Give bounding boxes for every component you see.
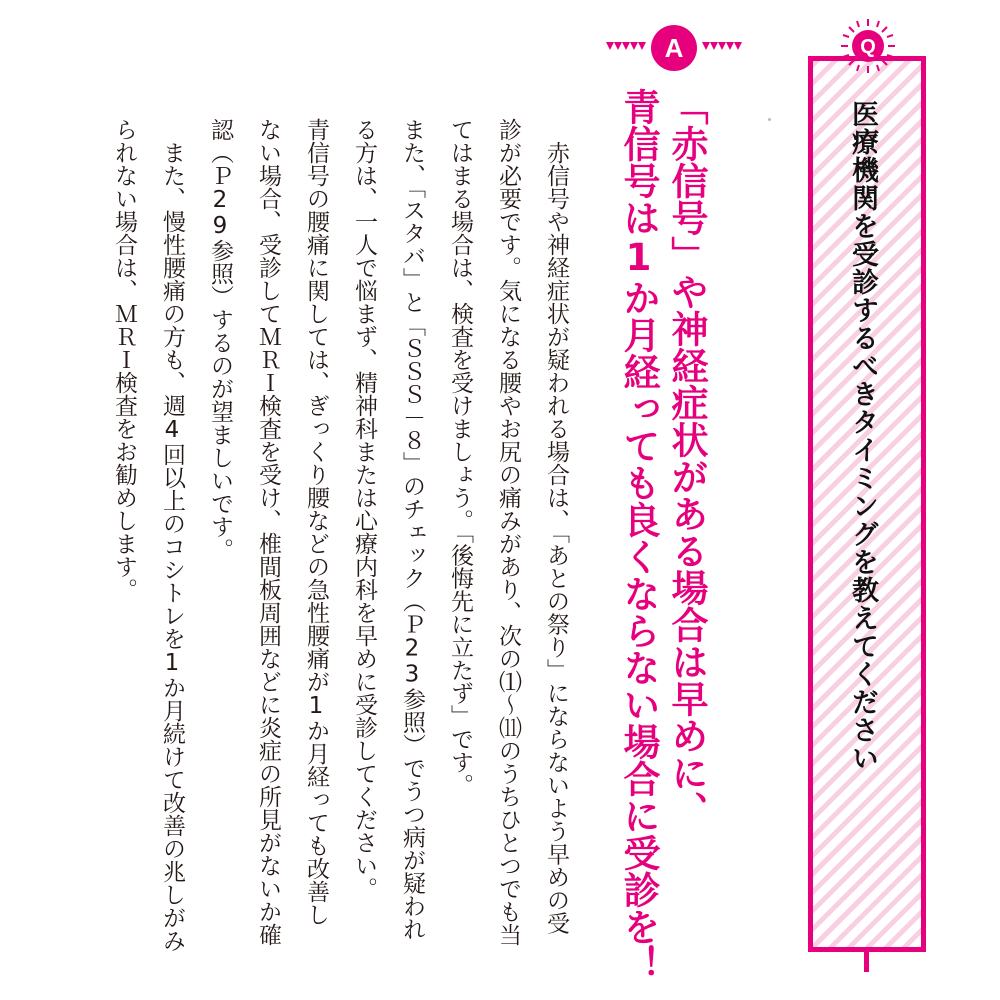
body-line: また、「スタバ」と「ＳＳＳ－８」のチェック（Ｐ23参照）でうつ病が疑われ (399, 118, 425, 941)
body-line: 青信号の腰痛に関しては、ぎっくり腰などの急性腰痛が1か月経っても改善し (303, 118, 329, 926)
question-text: 医療機関を受診するべきタイミングを教えてください (847, 100, 878, 772)
body-line: られない場合は、ＭＲＩ検査をお勧めします。 (111, 118, 137, 601)
body-line: ない場合、受診してＭＲＩ検査を受け、椎間板周囲などに炎症の所見がないか確 (255, 118, 281, 946)
decorative-dot (768, 118, 771, 121)
body-line: 診が必要です。気になる腰やお尻の痛みがあり、次の⑴〜⑾のうちひとつでも当 (495, 118, 521, 946)
question-panel-tail (864, 950, 869, 972)
answer-body (111, 118, 580, 952)
body-line: また、慢性腰痛の方も、週4回以上のコシトレを1か月続けて改善の兆しがみ (159, 118, 185, 952)
answer-badge (604, 20, 744, 80)
answer-badge-letter: A (664, 33, 684, 63)
question-badge-letter: Q (860, 36, 876, 58)
body-line: てはまる場合は、検査を受けましょう。「後悔先に立たず」です。 (447, 118, 473, 797)
body-line: 認（Ｐ29参照）するのが望ましいです。 (207, 118, 233, 561)
body-line: る方は、一人で悩まず、精神科または心療内科を早めに受診してください。 (351, 118, 377, 900)
question-badge (840, 18, 896, 74)
answer-headline-line-2: 青信号は1か月経っても良くならない場合に受診を！ (617, 88, 660, 982)
answer-headline-line-1: 「赤信号」や神経症状がある場合は早めに、 (665, 88, 708, 828)
body-line: 赤信号や神経症状が疑われる場合は、「あとの祭り」にならないよう早めの受 (543, 118, 569, 935)
